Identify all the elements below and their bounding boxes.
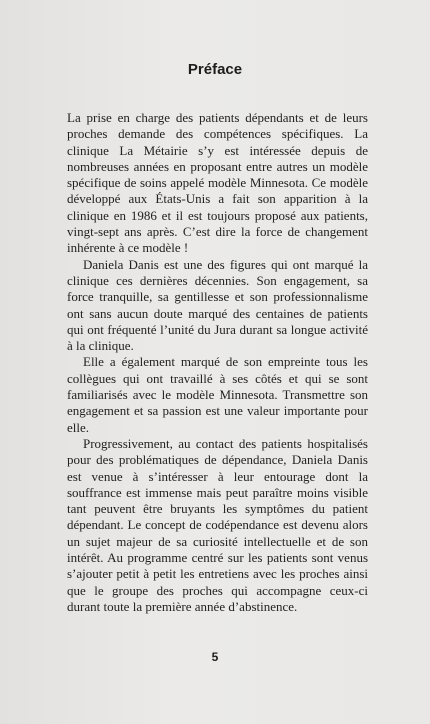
paragraph-2: Daniela Danis est une des figures qui ont marqué la clinique ces dernières décennies. Son engagement, sa force tranquille, sa gentillesse et son professionnalisme ont sans aucun doute marqué des centaines de patients qui ont fréquenté l’unité du Jura durant sa longue activité à la clinique. [67,256,368,354]
paragraph-3: Elle a également marqué de son empreinte tous les collègues qui ont travaillé à ses côtés et qui se sont familiarisés avec le modèle Minnesota. Transmettre son engagement et sa passion est une valeur importante pour elle. [67,354,368,435]
paragraph-4: Progressivement, au contact des patients hospitalisés pour des problématiques de dépendance, Daniela Danis est venue à s’intéresser à leur entourage dont la souffrance est immense mais peut paraître moins visible tant peuvent être bruyants les symptômes du patient dépendant. Le concept de codépendance est devenu alors un sujet majeur de sa curiosité intellectuelle et de son intérêt. Au programme centré sur les patients sont venus s’ajouter petit à petit les entretiens avec les proches ainsi que le groupe des proches qui accompagne ceux-ci durant toute la première année d’abstinence. [67,435,368,614]
paragraph-1: La prise en charge des patients dépendants et de leurs proches demande des compétences spécifiques. La clinique La Métairie s’y est intéressée depuis de nombreuses années en proposant entre autres un modèle spécifique de soins appelé modèle Minnesota. Ce modèle développé aux États-Unis a fait son apparition à la clinique en 1986 et il est toujours proposé aux patients, vingt-sept ans après. C’est dire la force de changement inhérente à ce modèle ! [67,110,368,256]
page-number: 5 [211,650,219,664]
page-title: Préface [187,61,243,78]
preface-body [67,110,368,615]
